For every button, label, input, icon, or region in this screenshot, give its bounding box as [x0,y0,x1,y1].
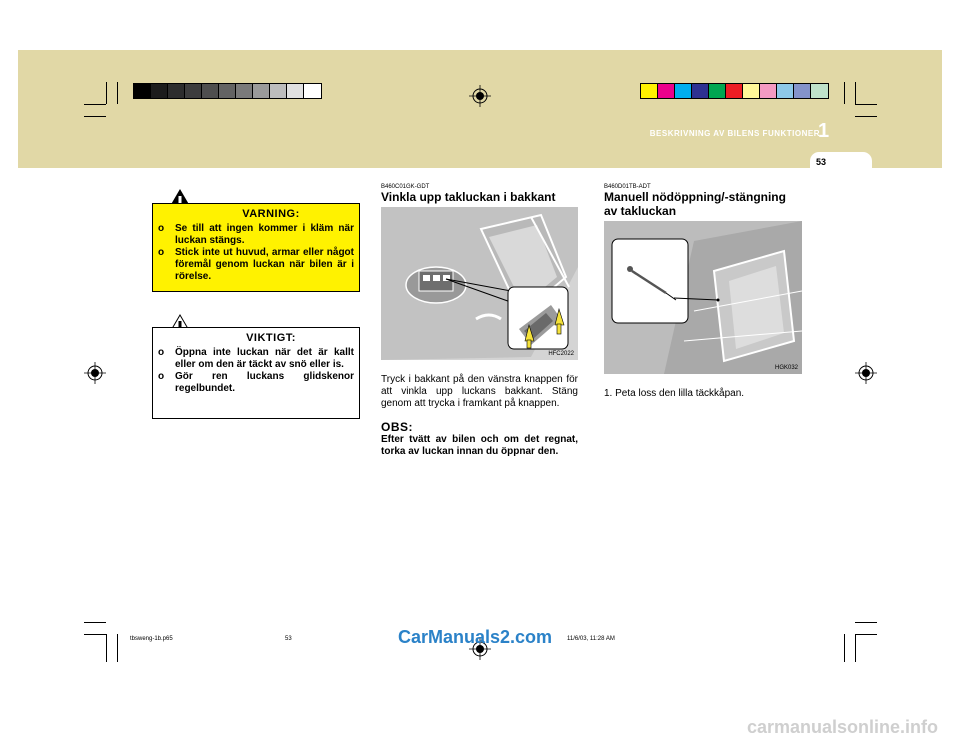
watermark-link[interactable]: CarManuals2.com [398,627,553,647]
color-swatch [726,84,743,98]
figure-label: HFC2022 [548,351,574,357]
crop-mark [844,82,845,104]
footer-date: 11/6/03, 11:28 AM [567,636,615,642]
crop-mark [84,116,106,117]
color-swatch [811,84,828,98]
color-swatch [270,84,287,98]
registration-mark-icon [84,362,106,384]
section-code: B460C01GK-GDT [381,184,430,190]
section-title: BESKRIVNING AV BILENS FUNKTIONER [649,129,820,138]
color-swatch [760,84,777,98]
color-swatch [794,84,811,98]
notice-box [152,327,360,419]
figure-sunroof-console [381,207,578,360]
color-swatch [134,84,151,98]
crop-mark [855,82,856,104]
registration-mark-icon [855,362,877,384]
color-swatch [777,84,794,98]
color-swatch [236,84,253,98]
color-swatch [692,84,709,98]
notice-title: VIKTIGT: [246,332,296,344]
section-body: Tryck i bakkant på den vänstra knappen för att vinkla upp luckans bakkant. Stäng genom att trycka i framkant på knappen. [381,374,578,409]
crop-mark [855,116,877,117]
section-code: B460D01TB-ADT [604,184,651,190]
section-tilt-sunroof [381,184,578,458]
color-swatch [304,84,321,98]
figure-label: HGK032 [774,365,798,371]
grayscale-color-bar [133,83,322,99]
registration-mark-icon [469,85,491,107]
notice-list [158,347,354,395]
crop-mark [84,104,106,105]
color-swatch [287,84,304,98]
list-item: o Se till att ingen kommer i kläm när luckan stängs. [158,223,354,247]
crop-mark [106,634,107,662]
crop-mark [84,634,106,635]
color-swatch [641,84,658,98]
obs-text: Efter tvätt av bilen och om det regnat, torka av luckan innan du öppnar den. [381,434,578,457]
crop-mark [117,82,118,104]
crop-mark [855,622,877,623]
color-swatch [202,84,219,98]
watermark-site[interactable]: carmanualsonline.info [746,717,938,737]
warning-list [158,223,354,283]
process-color-bar [640,83,829,99]
color-swatch [658,84,675,98]
obs-title: OBS: [381,420,413,434]
crop-mark [855,634,877,635]
color-swatch [185,84,202,98]
list-item: o Öppna inte luckan när det är kallt eller om den är täckt av snö eller is. [158,347,354,371]
section-number: 1 [818,120,830,142]
section-heading: Manuell nödöppning/-stängning av takluckan [604,190,786,218]
crop-mark [117,634,118,662]
warning-box [152,203,360,292]
footer-filename: tbsweng-1b.p65 [130,636,173,642]
color-swatch [675,84,692,98]
list-item: o Stick inte ut huvud, armar eller något föremål genom luckan när bilen är i rörelse. [158,247,354,283]
footer-page: 53 [285,636,292,642]
warning-title: VARNING: [242,208,300,220]
color-swatch [219,84,236,98]
crop-mark [844,634,845,662]
list-item: o Gör ren luckans glidskenor regelbundet. [158,371,354,395]
crop-mark [855,634,856,662]
figure-sunroof-cover [604,221,802,374]
section-manual-override [604,184,802,400]
crop-mark [84,622,106,623]
color-swatch [743,84,760,98]
crop-mark [106,82,107,104]
sunroof-cover-illustration [604,221,802,374]
header-band [18,50,942,168]
sunroof-console-illustration [381,207,578,360]
section-heading: Vinkla upp takluckan i bakkant [381,190,556,204]
color-swatch [253,84,270,98]
color-swatch [151,84,168,98]
color-swatch [709,84,726,98]
page-number: 53 [816,157,827,167]
color-swatch [168,84,185,98]
crop-mark [855,104,877,105]
section-body: 1. Peta loss den lilla täckkåpan. [604,388,745,399]
